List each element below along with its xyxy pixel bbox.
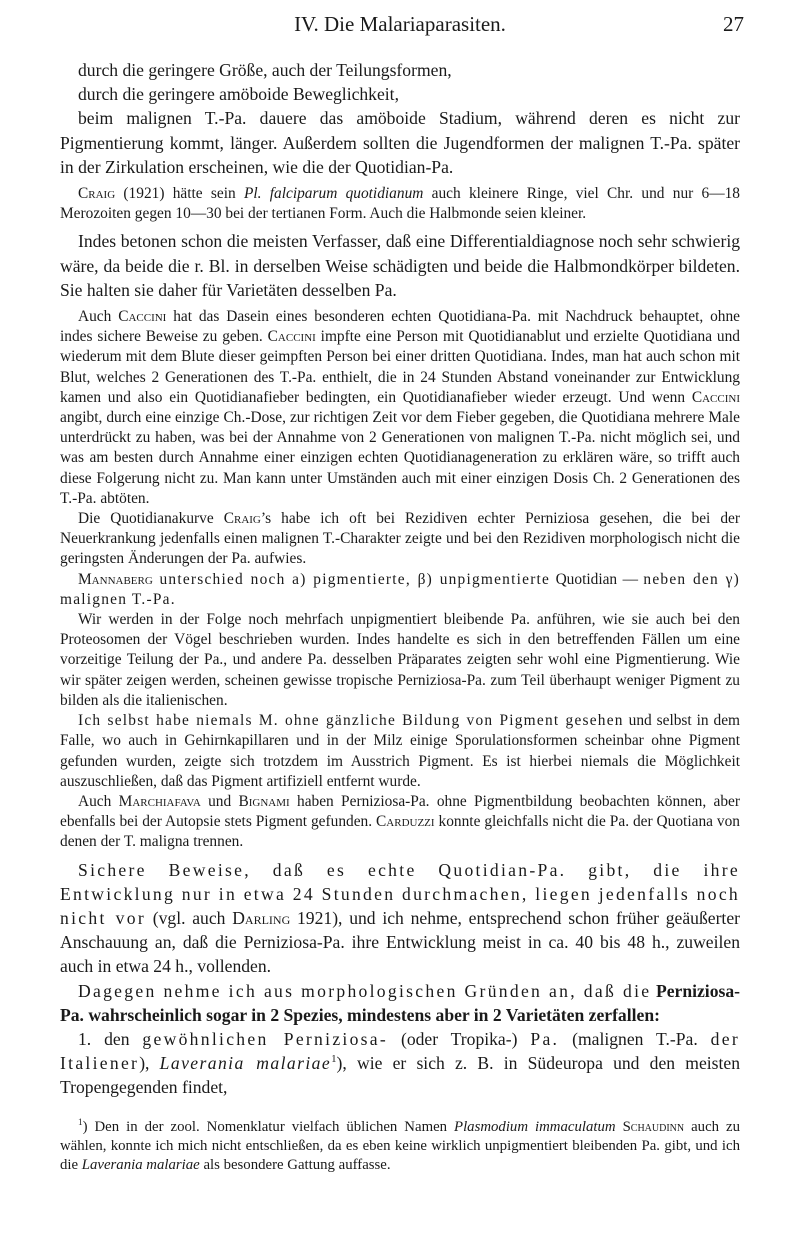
paragraph-14: 1. den gewöhnlichen Perniziosa- (oder Tropika-) Pa. (malignen T.-Pa. der Italiener), Laverania malariae$^1$), wie er sich z. B. in Südeuropa und den meisten Tropengegenden findet,	[60, 1028, 740, 1098]
paragraph-3: beim malignen T.-Pa. dauere das amöboide Stadium, während deren es nicht zur Pigmentierung kommt, länger. Außerdem sollten die Jugendformen der malignen T.-Pa. später in der Zirkulation erscheinen, wie die der Quotidian-Pa.	[60, 108, 740, 177]
paragraph-10: Ich selbst habe niemals M. ohne gänzliche Bildung von Pigment gesehen und selbst in dem Falle, wo auch in Gehirnkapillaren und in der Milz einige Sporulationsformen scheinbar ohne Pigment gefunden wurden, zeigte sich trotzdem im Ausstrich Pigment. Es ist hierbei niemals die Möglichkeit auszuschließen, daß das Pigment artifiziell entfernt wurde.	[60, 712, 740, 790]
paragraph-11: Auch Marchiafava und Bignami haben Perniziosa-Pa. ohne Pigmentbildung beobachten können, aber ebenfalls bei der Autopsie stets Pigment gefunden. Carduzzi konnte gleichfalls nicht die Pa. der Quotiana von denen der T. maligna trennen.	[60, 792, 740, 851]
paragraph-8: Mannaberg unterschied noch a) pigmentierte, β) unpigmentierte Quotidian — neben den γ) malignen T.-Pa.	[60, 570, 740, 608]
author-name: Bignami	[238, 792, 290, 810]
author-name: Craig	[78, 185, 116, 203]
page-body	[60, 58, 740, 1176]
species-name: Pl. falciparum quotidianum	[243, 185, 424, 203]
page-number: 27	[723, 12, 744, 36]
species-name: Laverania malariae	[81, 1157, 200, 1174]
author-name: Craig	[223, 510, 261, 528]
footnote-ref: 1	[331, 1053, 337, 1066]
paragraph-4: Craig (1921) hätte sein Pl. falciparum quotidianum auch kleinere Ringe, viel Chr. und nur 6—18 Merozoiten gegen 10—30 bei der tertianen Form. Auch die Halbmonde seien kleiner.	[60, 185, 741, 223]
emphasis-spaced: neben den γ) malignen T.-Pa.	[60, 570, 740, 608]
emphasis-spaced: der Italiener	[60, 1028, 740, 1074]
author-name: Carduzzi	[376, 813, 435, 831]
author-name: Caccini	[267, 328, 316, 346]
author-name: Schaudinn	[622, 1118, 685, 1135]
emphasis-spaced: gewöhnlichen Perniziosa-	[142, 1028, 389, 1049]
species-name: Laverania malariae	[159, 1053, 332, 1074]
emphasis-bold: Perniziosa-Pa. wahrscheinlich sogar in 2 Spezies, mindestens aber in 2 Varietäten zerfallen:	[60, 980, 740, 1025]
author-name: Darling	[232, 907, 291, 928]
emphasis-spaced: Dagegen nehme ich aus morphologischen Gründen an, daß die	[78, 980, 652, 1001]
emphasis-spaced: Ich selbst habe niemals M. ohne gänzliche Bildung von Pigment gesehen	[78, 712, 624, 730]
author-name: Caccini	[691, 388, 740, 406]
paragraph-13	[60, 979, 740, 1027]
running-header	[56, 8, 744, 38]
footnote-marker: 1	[78, 1116, 83, 1127]
author-name: Mannaberg	[78, 570, 153, 588]
paragraph-5: Indes betonen schon die meisten Verfasser, daß eine Differentialdiagnose noch sehr schwierig wäre, da beide die r. Bl. in derselben Weise schädigten und beide die Halbmondkörper bildeten. Sie halten sie daher für Varietäten desselben Pa.	[60, 231, 740, 300]
emphasis-spaced: Pa.	[530, 1028, 560, 1049]
paragraph-2: durch die geringere amöboide Beweglichkeit,	[78, 84, 399, 105]
footnote: $^1$) Den in der zool. Nomenklatur vielfach üblichen Namen Plasmodium immaculatum Schaudinn auch zu wählen, konnte ich mich nicht entschließen, da es eben keine wirklich unpigmentiert bleibenden Pa. gibt, und ich die Laverania malariae als besondere Gattung auffasse.	[60, 1116, 740, 1174]
paragraph-7: Die Quotidianakurve Craig’s habe ich oft bei Rezidiven echter Perniziosa gesehen, die bei der Neuerkrankung jedenfalls einen malignen T.-Charakter zeigte und bei den Rezidiven morphologisch nicht die geringsten Änderungen der Pa. aufwies.	[60, 510, 740, 568]
paragraph-9: Wir werden in der Folge noch mehrfach unpigmentiert bleibende Pa. anführen, wie sie auch bei den Proteosomen der Vögel beschrieben wurden. Indes handelte es sich in den betreffenden Fällen um eine vorzeitige Teilung der Pa., und andere Pa. desselben Präparates zeigten sehr wohl eine Pigmentierung. Wie wir später zeigen werden, scheinen gewisse tropische Perniziosa-Pa. zum Teil überhaupt weniger Pigment zu bilden als die italienischen.	[60, 611, 740, 709]
emphasis-spaced: Sichere Beweise, daß es echte Quotidian-Pa. gibt, die ihre Entwicklung nur in etwa 24 Stunden durchmachen, liegen jedenfalls noch nicht vor	[60, 859, 741, 928]
paragraph-12: Sichere Beweise, daß es echte Quotidian-Pa. gibt, die ihre Entwicklung nur in etwa 24 Stunden durchmachen, liegen jedenfalls noch nicht vor (vgl. auch Darling 1921), und ich nehme, entsprechend schon früher geäußerter Anschauung an, daß die Perniziosa-Pa. ihre Entwicklung meist in ca. 40 bis 48 h., zuweilen auch in etwa 24 h., vollenden.	[60, 859, 741, 977]
paragraph-1: durch die geringere Größe, auch der Teilungsformen,	[78, 60, 452, 80]
paragraph-6: Auch Caccini hat das Dasein eines besonderen echten Quotidiana-Pa. mit Nachdruck behauptet, ohne indes sichere Beweise zu geben. Caccini impfte eine Person mit Quotidianablut und erzielte Quotidiana und wiederum mit dem Blute dieser geimpften Person bei einer dritten Quotidiana. Indes, man hat auch schon mit Blut, welches 2 Generationen des T.-Pa. enthielt, die in 24 Stunden Abstand voneinander zur Entwicklung kamen und also ein Quotidianafieber bedingten, ein Quotidianafieber wieder erzeugt. Und wenn Caccini angibt, durch eine einzige Ch.-Dose, zur richtigen Zeit vor dem Fieber gegeben, die Quotidiana mehrere Male unterdrückt zu haben, was bei der Annahme von 2 Generationen von malignen T.-Pa. nicht möglich sei, und was am besten durch Annahme einer einzigen echten Quotidianageneration zu erklären wäre, so trifft auch diese Folgerung nicht zu. Man kann unter Umständen auch mit einer einzigen Dosis Ch. 2 Generationen des T.-Pa. abtöten.	[60, 308, 740, 507]
author-name: Marchiafava	[118, 792, 201, 810]
emphasis-spaced: unterschied noch a) pigmentierte, β) unpigmentierte	[152, 570, 551, 588]
species-name: Plasmodium immaculatum	[454, 1118, 616, 1135]
chapter-title: IV. Die Malariaparasiten.	[294, 12, 506, 36]
author-name: Caccini	[118, 308, 167, 326]
